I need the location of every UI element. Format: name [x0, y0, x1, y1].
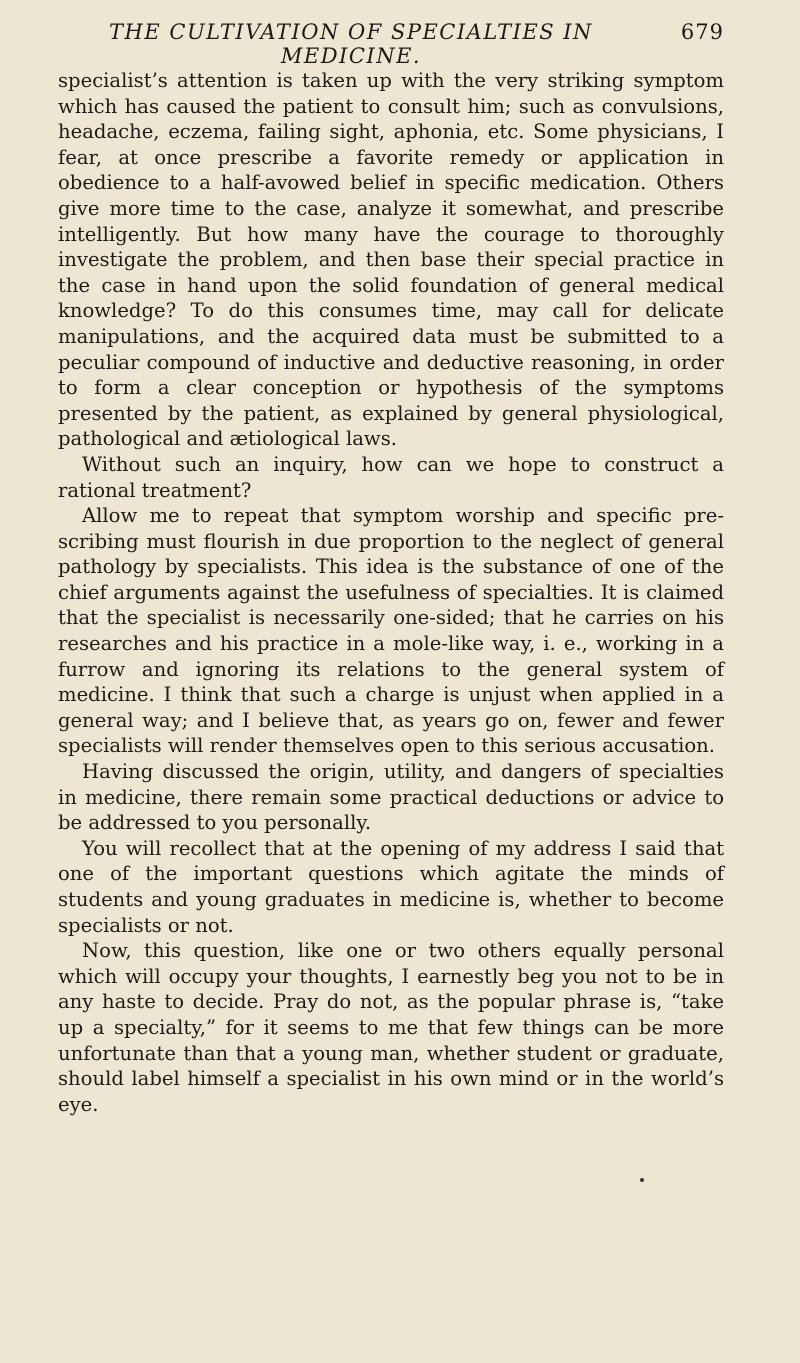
running-title: THE CULTIVATION OF SPECIALTIES IN MEDICINE.: [109, 20, 593, 68]
paragraph: Having discussed the origin, utility, and dangers of specialties in medicine, there remain some practical deductions or advice to be addressed to you personally.: [58, 760, 724, 835]
page-number: 679: [680, 20, 724, 44]
paragraph: Now, this question, like one or two others equally personal which will occupy your thoughts, I earnestly beg you not to be in any haste to decide. Pray do not, as the popular phrase is, “take up a specialty,” for it seems to me that few things can be more unfortunate than that a young man, whether student or graduate, should label himself a specialist in his own mind or in the world’s eye.: [58, 939, 724, 1116]
paragraph: Without such an inquiry, how can we hope to construct a rational treatment?: [58, 452, 724, 502]
paragraph: You will recollect that at the opening of my address I said that one of the important questions which agitate the minds of students and young graduates in medicine is, whether to become specialists or not.: [58, 836, 724, 937]
running-head: [58, 16, 724, 68]
paragraph: specialist’s attention is taken up with the very striking symptom which has caused the patient to consult him; such as convulsions, headache, eczema, failing sight, aphonia, etc. Some physicians, I fear, at once prescribe a favorite remedy or application in obedience to a half-avowed belief in specific medication. Others give more time to the case, analyze it somewhat, and prescribe intelligently. But how many have the courage to thoroughly investigate the problem, and then base their special practice in the case in hand upon the solid foundation of general medical knowledge? To do this consumes time, may call for delicate manipulations, and the acquired data must be submitted to a peculiar compound of inductive and deductive reasoning, in order to form a clear conception or hypothesis of the symptoms presented by the patient, as explained by general physiological, pathological and ætiological laws.: [58, 69, 724, 451]
printer-dot: [640, 1178, 644, 1182]
body-text: [58, 68, 724, 1117]
paragraph: Allow me to repeat that symptom worship and specific prescribing must flourish in due proportion to the neglect of general pathology by specialists. This idea is the substance of one of the chief arguments against the usefulness of specialties. It is claimed that the specialist is necessarily one-sided; that he carries on his researches and his practice in a mole-like way, i. e., working in a furrow and ignoring its relations to the general system of medicine. I think that such a charge is unjust when applied in a general way; and I believe that, as years go on, fewer and fewer specialists will render themselves open to this serious accusation.: [58, 504, 724, 758]
